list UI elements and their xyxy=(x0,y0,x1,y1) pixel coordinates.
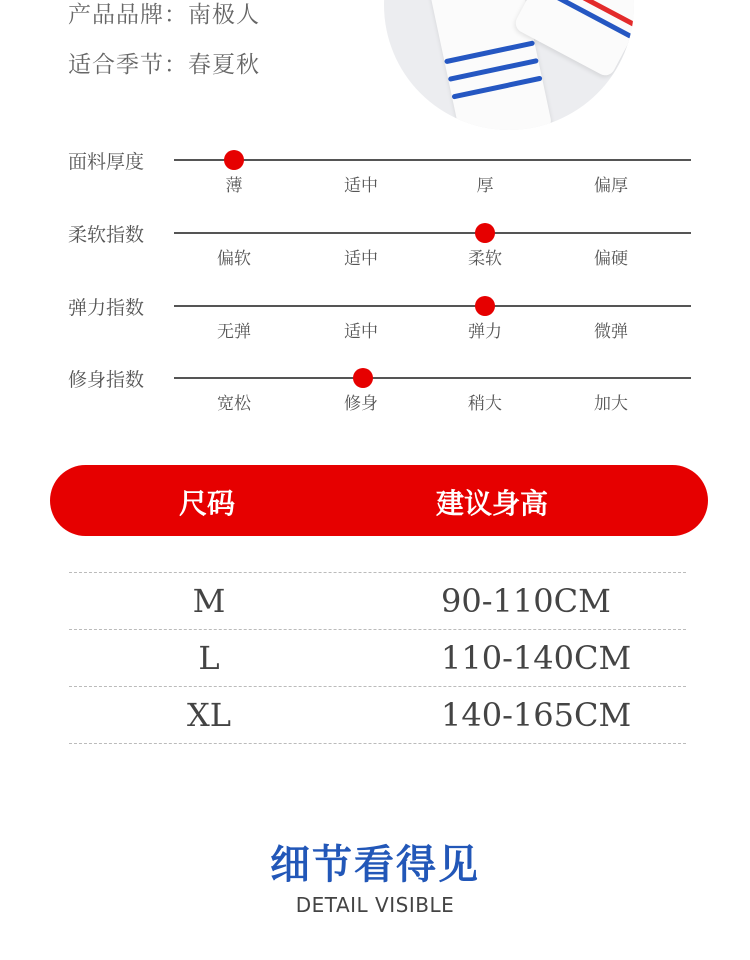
indicator-option: 稍大 xyxy=(468,394,502,414)
product-season-line: 适合季节：春夏秋 xyxy=(68,52,260,78)
indicator-fit xyxy=(0,369,750,437)
product-image-socks xyxy=(384,0,634,130)
indicator-option: 适中 xyxy=(344,249,378,269)
indicator-marker xyxy=(224,150,244,170)
height-cell: 90-110CM xyxy=(441,582,611,620)
indicator-option: 柔软 xyxy=(468,249,502,269)
indicator-option: 薄 xyxy=(225,176,243,196)
height-cell: 140-165CM xyxy=(441,696,632,734)
indicator-marker xyxy=(353,368,373,388)
indicator-option: 偏硬 xyxy=(594,249,628,269)
indicator-option: 加大 xyxy=(594,394,628,414)
indicator-option: 修身 xyxy=(344,394,378,414)
indicator-marker xyxy=(475,223,495,243)
indicator-label: 柔软指数 xyxy=(68,224,145,246)
size-cell: M xyxy=(192,582,226,620)
size-cell: L xyxy=(198,639,220,677)
indicator-option: 适中 xyxy=(344,176,378,196)
indicator-label: 弹力指数 xyxy=(68,297,145,319)
indicator-label: 修身指数 xyxy=(68,369,145,391)
blue-stripe xyxy=(452,76,543,100)
indicator-track xyxy=(174,232,691,234)
height-column-header: 建议身高 xyxy=(436,487,549,520)
indicator-elasticity xyxy=(0,297,750,365)
product-brand-line: 产品品牌：南极人 xyxy=(68,2,260,28)
table-row xyxy=(69,630,686,687)
table-row xyxy=(69,687,686,744)
size-table-header xyxy=(50,465,708,536)
size-column-header: 尺码 xyxy=(179,487,236,520)
indicator-thickness xyxy=(0,151,750,219)
detail-section-title: 细节看得见 xyxy=(270,842,480,888)
indicator-marker xyxy=(475,296,495,316)
size-cell: XL xyxy=(186,696,232,734)
indicator-option: 弹力 xyxy=(468,322,502,342)
blue-stripe xyxy=(533,0,632,39)
indicator-option: 适中 xyxy=(344,322,378,342)
indicator-label: 面料厚度 xyxy=(68,151,145,173)
indicator-option: 厚 xyxy=(476,176,494,196)
indicator-option: 偏厚 xyxy=(594,176,628,196)
indicator-track xyxy=(174,159,691,161)
indicator-softness xyxy=(0,224,750,292)
detail-section-subtitle: DETAIL VISIBLE xyxy=(295,893,455,917)
table-row xyxy=(69,573,686,630)
size-table xyxy=(69,572,686,744)
indicator-option: 偏软 xyxy=(217,249,251,269)
indicator-track xyxy=(174,377,691,379)
indicator-option: 无弹 xyxy=(217,322,251,342)
indicator-track xyxy=(174,305,691,307)
indicator-option: 微弹 xyxy=(594,322,628,342)
height-cell: 110-140CM xyxy=(441,639,632,677)
indicator-option: 宽松 xyxy=(217,394,251,414)
